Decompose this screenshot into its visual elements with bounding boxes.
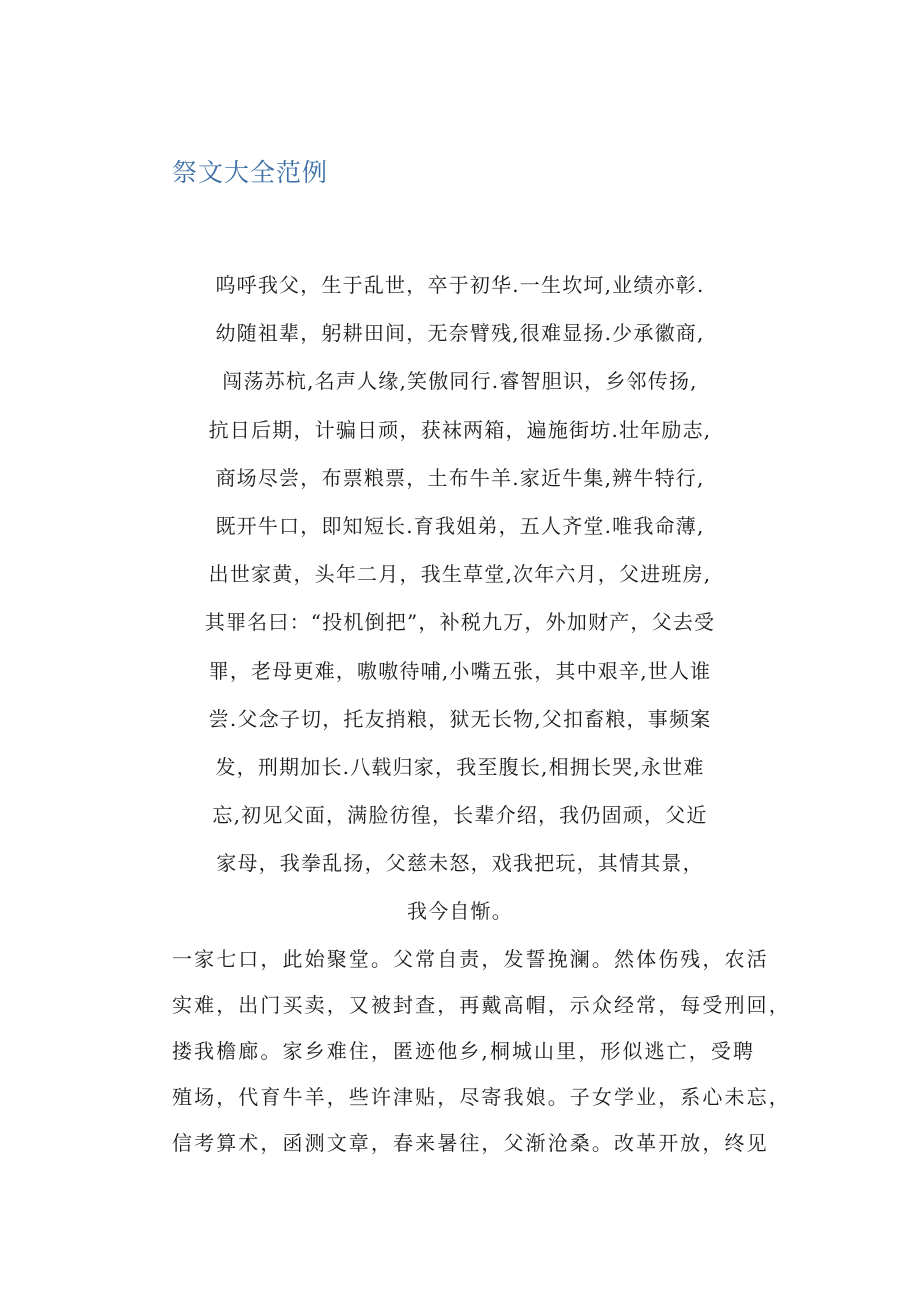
verse-block [150, 266, 770, 941]
verse-line: 商场尽尝，布票粮票，土布牛羊.家近牛集,辨牛特行, [215, 465, 705, 490]
verse-line: 尝.父念子切，托友捎粮，狱无长物,父扣畜粮，事频案 [208, 706, 712, 731]
body-line: 实难，出门买卖，又被封查，再戴高帽，示众经常，每受刑回， [172, 993, 791, 1017]
body-paragraph [172, 940, 791, 1170]
verse-line: 闯荡苏杭,名声人缘,笑傲同行.睿智胆识，乡邻传扬, [222, 369, 698, 394]
verse-line: 家母，我拳乱扬，父慈未怒，戏我把玩，其情其景， [216, 851, 704, 876]
verse-line: 罪，老母更难，嗷嗷待哺,小嘴五张，其中艰辛,世人谁 [208, 658, 712, 683]
body-line: 搂我檐廊。家乡难住，匿迹他乡,桐城山里，形似逃亡，受聘 [172, 1039, 756, 1063]
verse-line: 发，刑期加长.八载归家，我至腹长,相拥长哭,永世难 [215, 754, 705, 779]
body-line: 信考算术，函测文章，春来暑往，父渐沧桑。改革开放，终见 [172, 1131, 769, 1155]
page-title: 祭文大全范例 [172, 158, 329, 187]
body-line: 一家七口，此始聚堂。父常自责，发誓挽澜。然体伤残，农活 [172, 947, 769, 971]
verse-line: 其罪名曰：“投机倒把”，补税九万，外加财产，父去受 [204, 610, 716, 635]
verse-line: 既开牛口，即知短长.育我姐弟，五人齐堂.唯我命薄, [215, 513, 705, 538]
body-line: 殖场，代育牛羊，些许津贴，尽寄我娘。子女学业，系心未忘， [172, 1085, 791, 1109]
verse-line: 抗日后期，计骗日顽，获袜两箱，遍施街坊.壮年励志, [208, 417, 712, 442]
verse-line: 出世家黄，头年二月，我生草堂,次年六月，父进班房, [208, 562, 712, 587]
verse-line: 呜呼我父，生于乱世，卒于初华.一生坎坷,业绩亦彰. [215, 273, 705, 297]
verse-line: 忘,初见父面，满脸彷徨，长辈介绍，我仍固顽，父近 [212, 803, 708, 828]
verse-line: 我今自惭。 [407, 899, 513, 924]
verse-line: 幼随祖辈，躬耕田间，无奈臂残,很难显扬.少承徽商, [215, 321, 705, 346]
